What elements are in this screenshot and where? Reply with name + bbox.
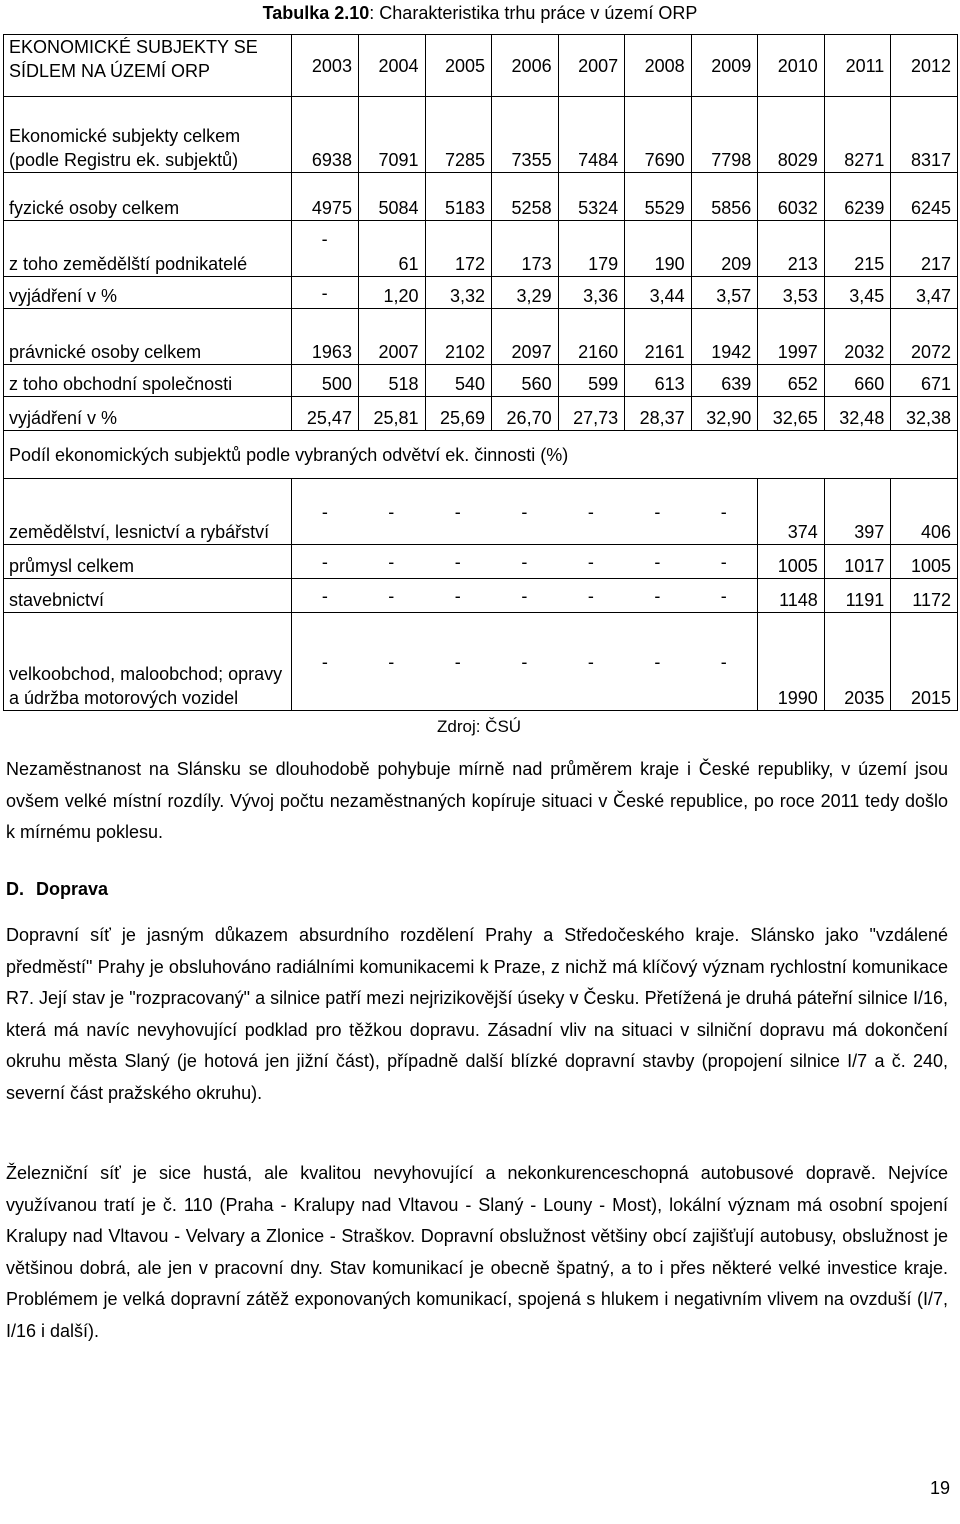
- table-row: [4, 309, 958, 365]
- table-cell: 660: [824, 365, 891, 397]
- table-cell: 5856: [691, 173, 758, 221]
- table-cell: -: [691, 579, 758, 613]
- table-cell: 32,38: [891, 397, 958, 431]
- table-cell: 6032: [758, 173, 825, 221]
- table-cell: -: [558, 479, 625, 545]
- table-cell: 2015: [891, 613, 958, 711]
- table-row: [4, 173, 958, 221]
- table-cell: 1191: [824, 579, 891, 613]
- table-cell: 5324: [558, 173, 625, 221]
- table-cell: 1148: [758, 579, 825, 613]
- table-cell: 5084: [358, 173, 425, 221]
- table-cell: 518: [358, 365, 425, 397]
- year-header: 2011: [824, 35, 891, 97]
- table-cell: -: [425, 479, 492, 545]
- table-cell: -: [292, 479, 359, 545]
- table-cell: 397: [824, 479, 891, 545]
- table-cell: -: [625, 613, 692, 711]
- row-label: z toho obchodní společnosti: [4, 365, 292, 397]
- table-cell: 3,44: [625, 277, 692, 309]
- row-label: stavebnictví: [4, 579, 292, 613]
- table-row: [4, 397, 958, 431]
- row-label: vyjádření v %: [4, 397, 292, 431]
- table-cell: 7484: [558, 97, 625, 173]
- table-row: [4, 97, 958, 173]
- table-cell: 2097: [492, 309, 559, 365]
- table-cell: 5258: [492, 173, 559, 221]
- table-cell: 1942: [691, 309, 758, 365]
- table-cell: -: [691, 479, 758, 545]
- table-header-row: [4, 35, 958, 97]
- row-label: velkoobchod, maloobchod; opravy a údržba motorových vozidel: [4, 613, 292, 711]
- table-cell: 671: [891, 365, 958, 397]
- table-cell: -: [558, 579, 625, 613]
- table-cell: 540: [425, 365, 492, 397]
- year-header: 2012: [891, 35, 958, 97]
- table-cell: 1017: [824, 545, 891, 579]
- table-cell: 2035: [824, 613, 891, 711]
- row-label: zemědělství, lesnictví a rybářství: [4, 479, 292, 545]
- table-cell: 613: [625, 365, 692, 397]
- table-cell: 3,57: [691, 277, 758, 309]
- table-row: [4, 613, 958, 711]
- table-cell: 179: [558, 221, 625, 277]
- table-cell: 5183: [425, 173, 492, 221]
- table-cell: -: [558, 545, 625, 579]
- table-cell: 3,45: [824, 277, 891, 309]
- table-cell: -: [625, 545, 692, 579]
- section-letter: D.: [6, 879, 24, 899]
- table-caption-title: : Charakteristika trhu práce v území ORP: [369, 3, 698, 23]
- year-header: 2003: [292, 35, 359, 97]
- table-caption-label: Tabulka 2.10: [262, 3, 370, 23]
- table-cell: 599: [558, 365, 625, 397]
- row-label: právnické osoby celkem: [4, 309, 292, 365]
- table-cell: 25,47: [292, 397, 359, 431]
- page-number: 19: [929, 1478, 950, 1498]
- table-row: [4, 545, 958, 579]
- table-cell: -: [492, 613, 559, 711]
- table-row: [4, 221, 958, 277]
- paragraph-rail-network: Železniční síť je sice hustá, ale kvalitou nevyhovující a nekonkurenceschopná autobusové dopravě. Nejvíce využívanou tratí je č. 110 (Praha - Kralupy nad Vltavou - Slaný - Louny - Most), lokální význam má osobní spojení Kralupy nad Vltavou - Velvary a Zlonice - Straškov. Dopravní obslužnost většiny obcí zajišťují autobusy, obslužnost je většinou dobrá, ale jen v pracovní dny. Stav komunikací je obecně špatný, a to i přes některé velké investice kraje. Problémem je velká dopravní zátěž exponovaných komunikací, spojená s hlukem i negativním vlivem na ovzduší (I/7, I/16 i další).: [6, 1163, 948, 1341]
- table-cell: 7091: [358, 97, 425, 173]
- section-label: Podíl ekonomických subjektů podle vybraných odvětví ek. činnosti (%): [4, 431, 958, 479]
- table-cell: 6239: [824, 173, 891, 221]
- table-cell: 500: [292, 365, 359, 397]
- table-cell: 3,53: [758, 277, 825, 309]
- year-header: 2004: [358, 35, 425, 97]
- year-header: 2009: [691, 35, 758, 97]
- table-cell: 3,47: [891, 277, 958, 309]
- table-body-main: [4, 35, 958, 431]
- table-cell: 2102: [425, 309, 492, 365]
- row-label: Ekonomické subjekty celkem (podle Registru ek. subjektů): [4, 97, 292, 173]
- table-cell: 61: [358, 221, 425, 277]
- paragraph-road-network: Dopravní síť je jasným důkazem absurdního rozdělení Prahy a Středočeského kraje. Slánsko jako "vzdálené předměstí" Prahy je obsluhováno radiálními komunikacemi k Praze, z nichž má klíčový význam rychlostní komunikace R7. Její stav je "rozpracovaný" a silnice patří mezi nejrizikovější úseky v Česku. Přetížená je druhá páteřní silnice I/16, která má navíc nevyhovující podklad pro těžkou dopravu. Zásadní vliv na situaci v silniční dopravu má dokončení okruhu města Slaný (je hotová jen jižní část), případně další blízké dopravní stavby (propojení silnice I/7 a č. 240, severní část pražského okruhu).: [6, 925, 948, 1103]
- table-cell: 209: [691, 221, 758, 277]
- table-cell: 25,69: [425, 397, 492, 431]
- table-cell: 2161: [625, 309, 692, 365]
- table-section-row: [4, 431, 958, 479]
- table-cell: 217: [891, 221, 958, 277]
- table-header-label: EKONOMICKÉ SUBJEKTY SE SÍDLEM NA ÚZEMÍ ORP: [4, 35, 292, 97]
- table-cell: -: [691, 613, 758, 711]
- table-cell: 6938: [292, 97, 359, 173]
- year-header: 2006: [492, 35, 559, 97]
- table-cell: -: [358, 613, 425, 711]
- row-label: z toho zemědělští podnikatelé: [4, 221, 292, 277]
- table-cell: -: [292, 221, 359, 277]
- table-cell: -: [625, 579, 692, 613]
- table-cell: 172: [425, 221, 492, 277]
- labour-market-table: [3, 34, 958, 711]
- section-title: Doprava: [36, 879, 109, 899]
- year-header: 2010: [758, 35, 825, 97]
- table-cell: -: [558, 613, 625, 711]
- table-cell: 4975: [292, 173, 359, 221]
- table-cell: 652: [758, 365, 825, 397]
- table-cell: -: [292, 613, 359, 711]
- table-row: [4, 479, 958, 545]
- table-cell: 173: [492, 221, 559, 277]
- table-row: [4, 277, 958, 309]
- table-row: [4, 579, 958, 613]
- table-cell: 7798: [691, 97, 758, 173]
- table-cell: 7690: [625, 97, 692, 173]
- table-cell: -: [292, 579, 359, 613]
- section-heading: [6, 877, 120, 901]
- row-label: vyjádření v %: [4, 277, 292, 309]
- table-cell: -: [292, 277, 359, 309]
- table-cell: -: [292, 545, 359, 579]
- table-cell: 1963: [292, 309, 359, 365]
- table-cell: 8317: [891, 97, 958, 173]
- table-cell: 406: [891, 479, 958, 545]
- table-row: [4, 365, 958, 397]
- table-cell: 213: [758, 221, 825, 277]
- table-cell: 27,73: [558, 397, 625, 431]
- row-label: fyzické osoby celkem: [4, 173, 292, 221]
- table-cell: 2160: [558, 309, 625, 365]
- table-cell: 8029: [758, 97, 825, 173]
- table-cell: 7355: [492, 97, 559, 173]
- year-header: 2008: [625, 35, 692, 97]
- table-cell: 560: [492, 365, 559, 397]
- table-cell: 1005: [891, 545, 958, 579]
- table-cell: -: [691, 545, 758, 579]
- table-cell: 5529: [625, 173, 692, 221]
- table-cell: -: [625, 479, 692, 545]
- year-header: 2005: [425, 35, 492, 97]
- table-cell: 6245: [891, 173, 958, 221]
- table-cell: -: [492, 545, 559, 579]
- table-cell: -: [492, 579, 559, 613]
- table-cell: 7285: [425, 97, 492, 173]
- table-cell: -: [492, 479, 559, 545]
- table-cell: 639: [691, 365, 758, 397]
- table-cell: -: [425, 545, 492, 579]
- table-cell: -: [358, 579, 425, 613]
- paragraph-unemployment: Nezaměstnanost na Slánsku se dlouhodobě pohybuje mírně nad průměrem kraje i České republiky, v území jsou ovšem velké místní rozdíly. Vývoj počtu nezaměstnaných kopíruje situaci v České republice, po roce 2011 tedy došlo k mírnému poklesu.: [6, 759, 948, 842]
- table-cell: 2007: [358, 309, 425, 365]
- table-cell: 2032: [824, 309, 891, 365]
- table-cell: 3,32: [425, 277, 492, 309]
- table-cell: 1,20: [358, 277, 425, 309]
- table-cell: 3,29: [492, 277, 559, 309]
- row-label: průmysl celkem: [4, 545, 292, 579]
- table-cell: -: [358, 479, 425, 545]
- year-header: 2007: [558, 35, 625, 97]
- table-cell: -: [425, 613, 492, 711]
- table-cell: 25,81: [358, 397, 425, 431]
- table-cell: 1990: [758, 613, 825, 711]
- table-cell: 190: [625, 221, 692, 277]
- table-cell: 2072: [891, 309, 958, 365]
- table-cell: 32,65: [758, 397, 825, 431]
- table-cell: 3,36: [558, 277, 625, 309]
- table-cell: 1005: [758, 545, 825, 579]
- table-body-sectors: [4, 479, 958, 711]
- table-cell: 26,70: [492, 397, 559, 431]
- table-cell: 215: [824, 221, 891, 277]
- table-section-row-group: [4, 431, 958, 479]
- table-source: Zdroj: ČSÚ: [437, 717, 522, 736]
- table-cell: -: [425, 579, 492, 613]
- table-cell: 28,37: [625, 397, 692, 431]
- table-cell: 1997: [758, 309, 825, 365]
- table-cell: -: [358, 545, 425, 579]
- table-cell: 1172: [891, 579, 958, 613]
- table-cell: 374: [758, 479, 825, 545]
- table-cell: 8271: [824, 97, 891, 173]
- table-cell: 32,90: [691, 397, 758, 431]
- table-caption: [0, 2, 960, 24]
- table-cell: 32,48: [824, 397, 891, 431]
